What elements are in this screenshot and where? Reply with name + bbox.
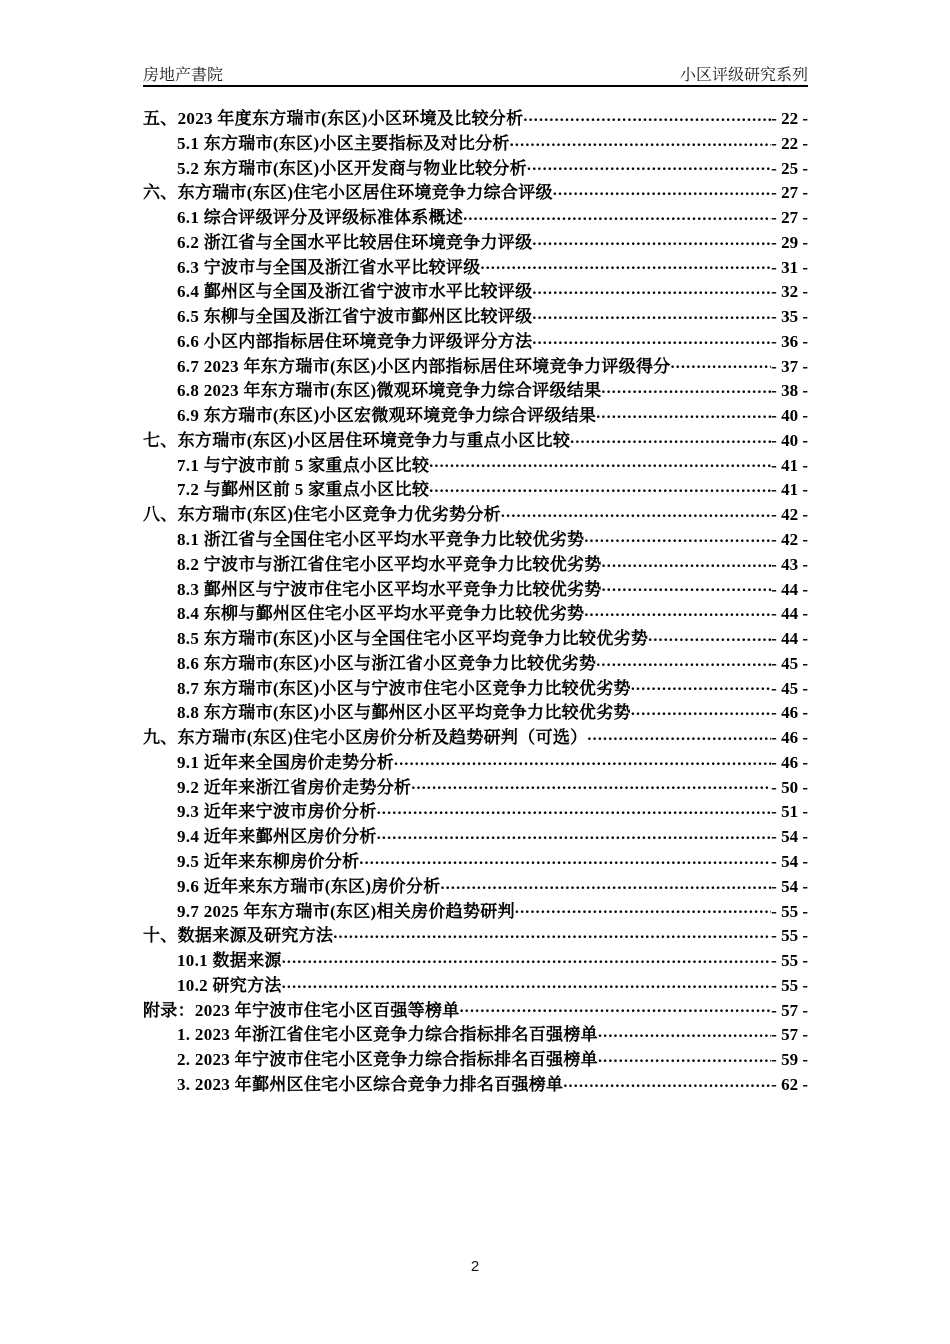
- toc-leader-dots: [596, 649, 771, 674]
- toc-entry: [143, 971, 808, 996]
- toc-leader-dots: [527, 154, 771, 179]
- toc-entry: [143, 129, 808, 154]
- toc-leader-dots: [515, 897, 771, 922]
- toc-entry: [143, 921, 808, 946]
- toc-leader-dots: [359, 847, 771, 872]
- toc-entry-title: 8.4 东柳与鄞州区住宅小区平均水平竞争力比较优劣势: [177, 604, 585, 624]
- toc-entry-page: - 22 -: [771, 133, 808, 153]
- toc-leader-dots: [532, 327, 771, 352]
- toc-entry: [143, 327, 808, 352]
- toc-entry-title: 9.4 近年来鄞州区房价分析: [177, 827, 377, 847]
- toc-entry-page: - 35 -: [771, 307, 808, 327]
- toc-entry-page: - 41 -: [771, 455, 808, 475]
- page-number: 2: [470, 1258, 480, 1275]
- toc-entry-page: - 36 -: [771, 331, 808, 351]
- toc-entry: [143, 451, 808, 476]
- toc-leader-dots: [553, 178, 771, 203]
- toc-entry-title: 五、2023 年度东方瑞市(东区)小区环境及比较分析: [143, 109, 524, 128]
- toc-entry: [143, 550, 808, 575]
- toc-entry-title: 七、东方瑞市(东区)小区居住环境竞争力与重点小区比较: [143, 430, 571, 450]
- toc-leader-dots: [631, 674, 771, 699]
- toc-entry-page: - 27 -: [771, 183, 808, 203]
- toc-entry: [143, 228, 808, 253]
- toc-entry-page: - 44 -: [771, 579, 808, 599]
- toc-leader-dots: [282, 971, 771, 996]
- toc-entry: [143, 575, 808, 600]
- toc-entry-title: 9.6 近年来东方瑞市(东区)房价分析: [177, 876, 441, 896]
- toc-entry-page: - 59 -: [771, 1050, 808, 1070]
- toc-entry-page: - 31 -: [771, 257, 808, 277]
- toc-entry-page: - 41 -: [771, 480, 808, 500]
- toc-entry-page: - 42 -: [771, 505, 808, 525]
- toc-entry-title: 9.3 近年来宁波市房价分析: [177, 802, 377, 822]
- toc-entry-page: - 44 -: [771, 629, 808, 649]
- toc-entry-title: 8.7 东方瑞市(东区)小区与宁波市住宅小区竞争力比较优劣势: [177, 678, 631, 698]
- toc-leader-dots: [377, 797, 771, 822]
- toc-entry-page: - 25 -: [771, 158, 808, 178]
- toc-entry: [143, 154, 808, 179]
- toc-entry-title: 6.7 2023 年东方瑞市(东区)小区内部指标居住环境竞争力评级得分: [177, 356, 671, 376]
- toc-entry-title: 六、东方瑞市(东区)住宅小区居住环境竞争力综合评级: [143, 183, 553, 203]
- toc-entry: [143, 352, 808, 377]
- toc-leader-dots: [523, 104, 771, 129]
- toc-leader-dots: [532, 302, 771, 327]
- toc-entry-page: - 38 -: [771, 381, 808, 401]
- toc-entry: [143, 277, 808, 302]
- toc-entry: [143, 897, 808, 922]
- header-right-title: 小区评级研究系列: [679, 66, 808, 84]
- toc-leader-dots: [584, 525, 771, 550]
- toc-entry: [143, 475, 808, 500]
- toc-entry: [143, 674, 808, 699]
- toc-entry: [143, 376, 808, 401]
- toc-entry-page: - 45 -: [771, 653, 808, 673]
- toc-leader-dots: [481, 253, 772, 278]
- toc-entry-page: - 46 -: [771, 728, 808, 748]
- toc-entry: [143, 624, 808, 649]
- toc-entry: [143, 525, 808, 550]
- toc-entry-page: - 54 -: [771, 851, 808, 871]
- toc-leader-dots: [429, 475, 771, 500]
- toc-entry-page: - 57 -: [771, 1000, 808, 1020]
- toc-entry-page: - 50 -: [771, 777, 808, 797]
- toc-entry-page: - 55 -: [771, 951, 808, 971]
- toc-entry: [143, 847, 808, 872]
- toc-leader-dots: [394, 748, 771, 773]
- toc-leader-dots: [460, 996, 772, 1021]
- toc-entry: [143, 1020, 808, 1045]
- toc-entry-title: 6.1 综合评级评分及评级标准体系概述: [177, 208, 464, 228]
- toc-leader-dots: [602, 575, 772, 600]
- toc-entry: [143, 178, 808, 203]
- toc-entry: [143, 649, 808, 674]
- toc-entry-title: 1. 2023 年浙江省住宅小区竞争力综合指标排名百强榜单: [177, 1025, 598, 1045]
- toc-entry-title: 5.1 东方瑞市(东区)小区主要指标及对比分析: [177, 133, 510, 153]
- table-of-contents: [143, 104, 808, 1095]
- toc-leader-dots: [598, 1045, 771, 1070]
- toc-entry: [143, 500, 808, 525]
- toc-entry-title: 2. 2023 年宁波市住宅小区竞争力综合指标排名百强榜单: [177, 1050, 598, 1070]
- toc-entry: [143, 253, 808, 278]
- toc-entry-title: 7.1 与宁波市前 5 家重点小区比较: [177, 455, 430, 475]
- toc-leader-dots: [377, 822, 771, 847]
- toc-leader-dots: [601, 376, 771, 401]
- toc-entry-page: - 55 -: [771, 926, 808, 946]
- toc-entry-page: - 44 -: [771, 604, 808, 624]
- toc-entry-title: 10.1 数据来源: [177, 951, 282, 971]
- toc-entry: [143, 426, 808, 451]
- toc-entry: [143, 822, 808, 847]
- toc-entry-title: 9.5 近年来东柳房价分析: [177, 851, 360, 871]
- toc-leader-dots: [671, 352, 772, 377]
- toc-entry: [143, 723, 808, 748]
- toc-entry: [143, 104, 808, 129]
- toc-entry-page: - 55 -: [771, 975, 808, 995]
- toc-entry-title: 8.5 东方瑞市(东区)小区与全国住宅小区平均竞争力比较优劣势: [177, 629, 649, 649]
- toc-leader-dots: [596, 401, 771, 426]
- toc-entry: [143, 797, 808, 822]
- toc-entry-page: - 45 -: [771, 678, 808, 698]
- toc-leader-dots: [282, 946, 771, 971]
- toc-leader-dots: [333, 921, 771, 946]
- toc-entry-title: 9.7 2025 年东方瑞市(东区)相关房价趋势研判: [177, 901, 515, 921]
- toc-entry-page: - 51 -: [771, 802, 808, 822]
- toc-entry-title: 10.2 研究方法: [177, 975, 282, 995]
- toc-entry-page: - 40 -: [771, 430, 808, 450]
- toc-leader-dots: [570, 426, 771, 451]
- toc-entry-title: 6.9 东方瑞市(东区)小区宏微观环境竞争力综合评级结果: [177, 406, 597, 426]
- toc-entry: [143, 996, 808, 1021]
- toc-entry: [143, 1070, 808, 1095]
- toc-entry-title: 8.6 东方瑞市(东区)小区与浙江省小区竞争力比较优劣势: [177, 653, 597, 673]
- toc-entry-page: - 32 -: [771, 282, 808, 302]
- page-header: [143, 58, 808, 87]
- toc-entry-title: 9.2 近年来浙江省房价走势分析: [177, 777, 412, 797]
- toc-leader-dots: [532, 277, 771, 302]
- toc-entry: [143, 302, 808, 327]
- toc-leader-dots: [429, 451, 771, 476]
- toc-entry-page: - 29 -: [771, 232, 808, 252]
- toc-entry-title: 6.4 鄞州区与全国及浙江省宁波市水平比较评级: [177, 282, 533, 302]
- toc-entry-title: 8.1 浙江省与全国住宅小区平均水平竞争力比较优劣势: [177, 530, 585, 550]
- toc-entry-title: 6.8 2023 年东方瑞市(东区)微观环境竞争力综合评级结果: [177, 381, 602, 401]
- toc-entry-title: 9.1 近年来全国房价走势分析: [177, 752, 394, 772]
- toc-entry-title: 附录：2023 年宁波市住宅小区百强等榜单: [143, 1000, 460, 1020]
- toc-entry: [143, 1045, 808, 1070]
- toc-leader-dots: [602, 550, 772, 575]
- toc-entry-page: - 46 -: [771, 703, 808, 723]
- toc-entry-page: - 27 -: [771, 208, 808, 228]
- toc-entry-title: 3. 2023 年鄞州区住宅小区综合竞争力排名百强榜单: [177, 1074, 564, 1094]
- toc-entry-page: - 54 -: [771, 827, 808, 847]
- toc-entry-title: 6.3 宁波市与全国及浙江省水平比较评级: [177, 257, 481, 277]
- toc-entry-title: 十、数据来源及研究方法: [143, 926, 334, 946]
- toc-entry: [143, 773, 808, 798]
- toc-entry-title: 6.5 东柳与全国及浙江省宁波市鄞州区比较评级: [177, 307, 533, 327]
- toc-entry-page: - 55 -: [771, 901, 808, 921]
- toc-entry-page: - 40 -: [771, 406, 808, 426]
- toc-entry-page: - 62 -: [771, 1074, 808, 1094]
- toc-entry-page: - 43 -: [771, 554, 808, 574]
- toc-entry-page: - 54 -: [771, 876, 808, 896]
- toc-entry-title: 6.2 浙江省与全国水平比较居住环境竞争力评级: [177, 232, 533, 252]
- toc-leader-dots: [584, 599, 771, 624]
- toc-entry-title: 8.3 鄞州区与宁波市住宅小区平均水平竞争力比较优劣势: [177, 579, 602, 599]
- toc-leader-dots: [501, 500, 771, 525]
- toc-entry-page: - 42 -: [771, 530, 808, 550]
- toc-entry: [143, 946, 808, 971]
- toc-entry: [143, 872, 808, 897]
- toc-entry-title: 九、东方瑞市(东区)住宅小区房价分析及趋势研判（可选）: [143, 728, 588, 748]
- toc-leader-dots: [510, 129, 771, 154]
- toc-entry-page: - 57 -: [771, 1025, 808, 1045]
- toc-entry-title: 6.6 小区内部指标居住环境竞争力评级评分方法: [177, 331, 533, 351]
- toc-leader-dots: [648, 624, 771, 649]
- toc-entry-page: - 37 -: [771, 356, 808, 376]
- toc-entry-title: 5.2 东方瑞市(东区)小区开发商与物业比较分析: [177, 158, 528, 178]
- toc-entry: [143, 401, 808, 426]
- toc-leader-dots: [598, 1020, 771, 1045]
- toc-leader-dots: [631, 698, 771, 723]
- toc-entry-title: 八、东方瑞市(东区)住宅小区竞争力优劣势分析: [143, 505, 501, 525]
- toc-entry-page: - 46 -: [771, 752, 808, 772]
- toc-leader-dots: [587, 723, 771, 748]
- toc-entry: [143, 599, 808, 624]
- toc-leader-dots: [563, 1070, 771, 1095]
- header-left-title: 房地产書院: [143, 66, 224, 84]
- toc-entry-title: 7.2 与鄞州区前 5 家重点小区比较: [177, 480, 430, 500]
- toc-entry: [143, 748, 808, 773]
- toc-leader-dots: [532, 228, 771, 253]
- toc-entry-page: - 22 -: [771, 109, 808, 128]
- toc-entry: [143, 203, 808, 228]
- toc-leader-dots: [441, 872, 772, 897]
- toc-entry: [143, 698, 808, 723]
- toc-leader-dots: [463, 203, 771, 228]
- toc-leader-dots: [411, 773, 771, 798]
- toc-entry-title: 8.2 宁波市与浙江省住宅小区平均水平竞争力比较优劣势: [177, 554, 602, 574]
- toc-entry-title: 8.8 东方瑞市(东区)小区与鄞州区小区平均竞争力比较优劣势: [177, 703, 631, 723]
